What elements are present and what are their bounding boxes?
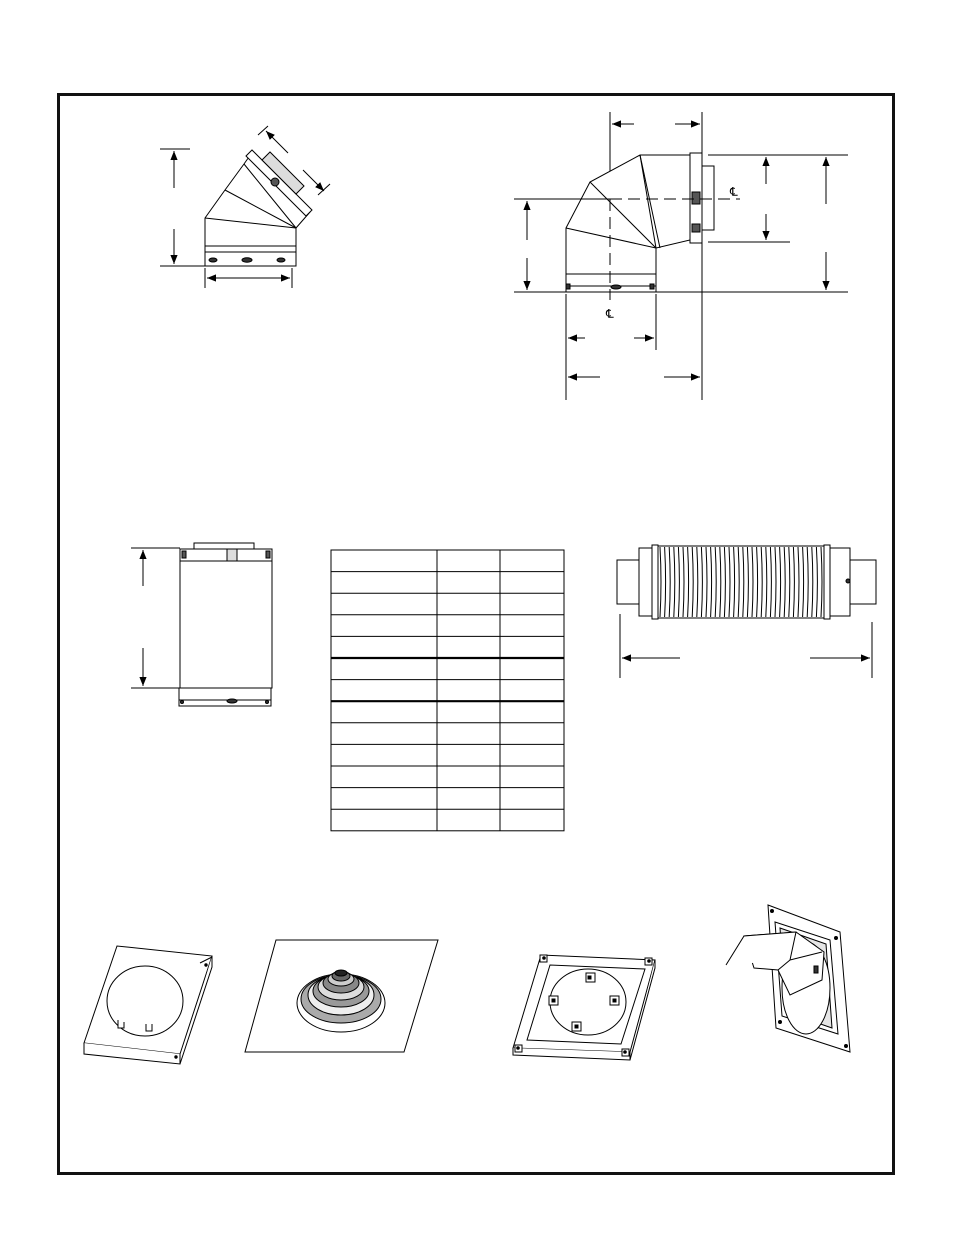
spec-table-border xyxy=(331,550,564,831)
centerline-symbol-horizontal: ℄ xyxy=(730,185,738,199)
centerline-symbol-vertical: ℄ xyxy=(606,307,614,321)
straight-pipe-drawing xyxy=(131,543,272,706)
firestop-shield-drawing xyxy=(84,946,212,1064)
elbow-90-drawing xyxy=(514,112,848,400)
elbow-45-drawing xyxy=(160,126,330,288)
ceiling-firestop-drawing xyxy=(513,955,655,1060)
spec-table xyxy=(331,550,564,831)
roof-flashing-drawing xyxy=(245,940,438,1052)
vent-termination-drawing xyxy=(726,905,850,1052)
flex-pipe-drawing xyxy=(617,545,876,678)
